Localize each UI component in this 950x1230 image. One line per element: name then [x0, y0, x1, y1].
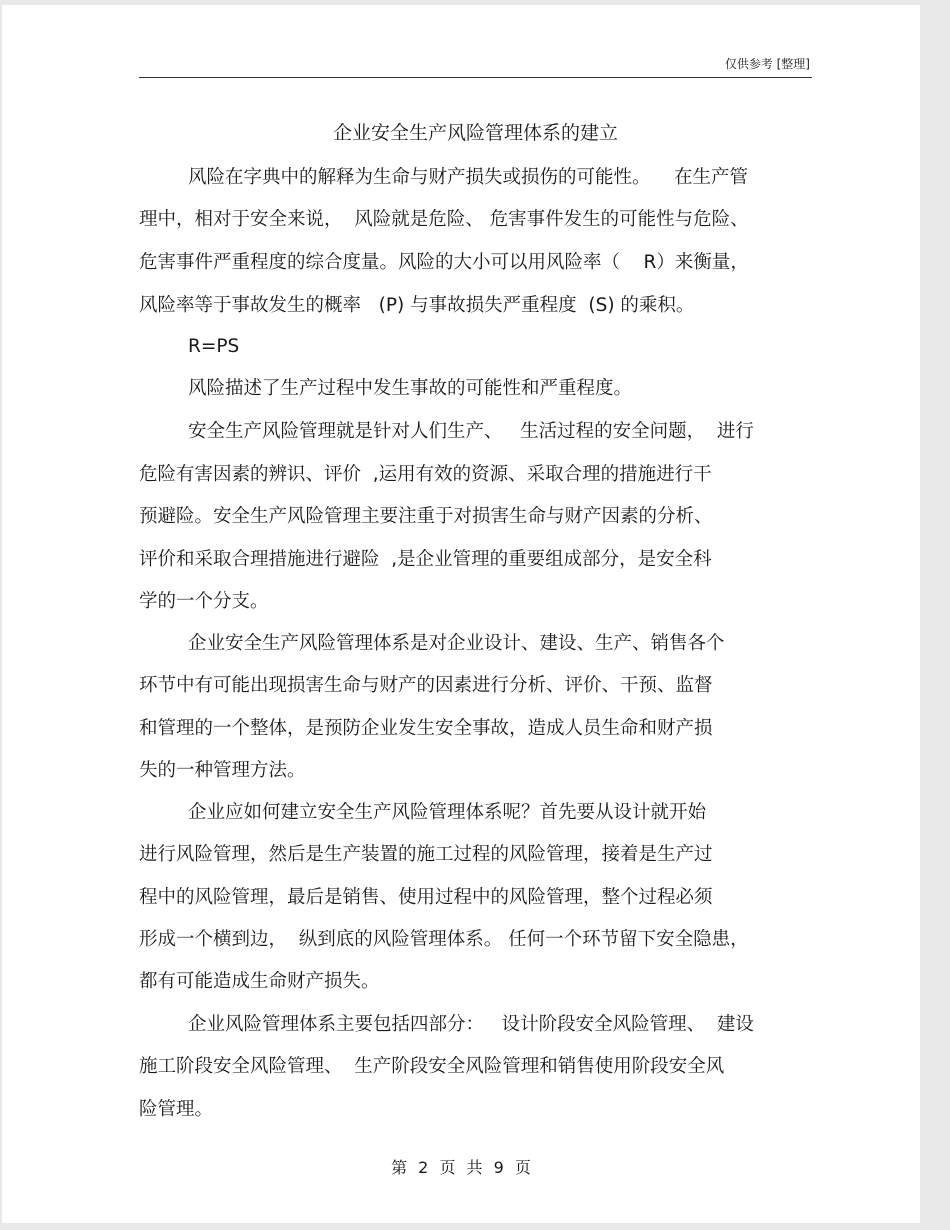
paragraph-line: 危险有害因素的辨识、评价 ,运用有效的资源、采取合理的措施进行干 [139, 464, 712, 485]
paragraph-line: 进行风险管理，然后是生产装置的施工过程的风险管理，接着是生产过 [139, 844, 713, 865]
paragraph-line: 失的一种管理方法。 [139, 760, 306, 781]
paragraph-line: 都有可能造成生命财产损失。 [139, 971, 380, 992]
paragraph-line: 施工阶段安全风险管理、 生产阶段安全风险管理和销售使用阶段安全风 [139, 1056, 725, 1077]
paragraph-line: 程中的风险管理，最后是销售、使用过程中的风险管理，整个过程必须 [139, 887, 713, 908]
page-number: 第 2 页 共 9 页 [391, 1158, 531, 1177]
paragraph-line: 险管理。 [139, 1099, 214, 1120]
paragraph-line: 风险在字典中的解释为生命与财产损失或损伤的可能性。 在生产管 [188, 167, 749, 188]
formula-line: R=PS [188, 336, 240, 357]
paragraph-line: 危害事件严重程度的综合度量。风险的大小可以用风险率（ R）来衡量， [139, 252, 749, 273]
paragraph-line: 评价和采取合理措施进行避险 ,是企业管理的重要组成部分，是安全科 [139, 549, 712, 570]
header-note: 仅供参考 [整理] [724, 57, 810, 71]
paragraph-line: 理中，相对于安全来说， 风险就是危险、 危害事件发生的可能性与危险、 [139, 209, 749, 230]
paragraph-line: 形成一个横到边， 纵到底的风险管理体系。 任何一个环节留下安全隐患， [139, 929, 749, 950]
paragraph-line: 安全生产风险管理就是针对人们生产、 生活过程的安全问题， 进行 [188, 421, 754, 442]
document-title: 企业安全生产风险管理体系的建立 [332, 122, 618, 144]
paragraph-line: 预避险。安全生产风险管理主要注重于对损害生命与财产因素的分析、 [139, 506, 713, 527]
header-divider [139, 77, 812, 78]
paragraph-line: 环节中有可能出现损害生命与财产的因素进行分析、评价、干预、监督 [139, 675, 713, 696]
paragraph-line: 学的一个分支。 [139, 591, 269, 612]
paragraph-line: 风险描述了生产过程中发生事故的可能性和严重程度。 [188, 378, 633, 399]
paragraph-line: 和管理的一个整体，是预防企业发生安全事故，造成人员生命和财产损 [139, 718, 713, 739]
paragraph-line: 企业风险管理体系主要包括四部分： 设计阶段安全风险管理、 建设 [188, 1014, 754, 1035]
paragraph-line: 风险率等于事故发生的概率 (P) 与事故损失严重程度 (S) 的乘积。 [139, 295, 695, 316]
paragraph-line: 企业应如何建立安全生产风险管理体系呢？首先要从设计就开始 [188, 802, 707, 823]
paragraph-line: 企业安全生产风险管理体系是对企业设计、建设、生产、销售各个 [188, 633, 725, 654]
document-page [2, 5, 920, 1223]
